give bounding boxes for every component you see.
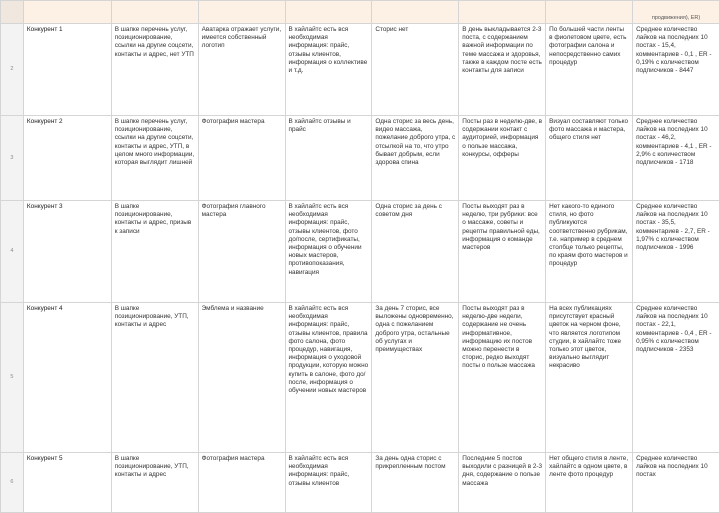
table-row — [1, 201, 720, 303]
competitor-name-cell[interactable]: Конкурент 2 — [23, 116, 111, 201]
engagement-cell[interactable]: Среднее количество лайков на последних 10 постах - 22,1, комментариев - 0,4 , ER - 0,95% с количеством подписчиков - 2353 — [633, 303, 720, 453]
row-number[interactable] — [1, 1, 24, 24]
avatar-cell[interactable]: Эмблема и название — [198, 303, 285, 453]
highlights-cell[interactable]: В хайлайтс есть вся необходимая информация: прайс, отзывы клиентов — [285, 453, 372, 513]
table-row — [1, 24, 720, 116]
stories-cell[interactable]: За день одна сторис с прикрепленным постом — [372, 453, 459, 513]
row-number[interactable]: 4 — [1, 201, 24, 303]
avatar-cell[interactable]: Фотография главного мастера — [198, 201, 285, 303]
visual-cell[interactable]: Нет какого-то единого стиля, но фото публикуются соответственно рубрикам, т.е. например в среднем столбце только рецепты, по краям фото мастеров и процедур — [546, 201, 633, 303]
posts-cell[interactable]: Посты раз в неделю-две, в содержании контакт с аудиторией, информация о пользе массажа, конкурсы, офферы — [459, 116, 546, 201]
row-number[interactable]: 5 — [1, 303, 24, 453]
header-cell[interactable] — [546, 1, 633, 24]
competitor-name-cell[interactable]: Конкурент 4 — [23, 303, 111, 453]
profile-header-cell[interactable]: В шапке позиционирование, УТП, контакты и адрес — [111, 453, 198, 513]
competitor-name-cell[interactable]: Конкурент 3 — [23, 201, 111, 303]
stories-cell[interactable]: Одна сторис за день с советом дня — [372, 201, 459, 303]
header-cell[interactable] — [111, 1, 198, 24]
header-cell-last[interactable] — [633, 1, 720, 24]
highlights-cell[interactable]: В хайлайтс отзывы и прайс — [285, 116, 372, 201]
header-partial-text: продвижения), ER) — [651, 15, 701, 21]
posts-cell[interactable]: В день выкладывается 2-3 поста, с содержанием важной информации по теме массажа и здоровья, также в каждом посте есть контакты для записи — [459, 24, 546, 116]
profile-header-cell[interactable]: В шапке перечень услуг, позиционирование, ссылки на другие соцсети, контакты и адрес, нет УТП — [111, 24, 198, 116]
posts-cell[interactable]: Последние 5 постов выходили с разницей в 2-3 дня, содержание о пользе массажа — [459, 453, 546, 513]
engagement-cell[interactable]: Среднее количество лайков на последних 10 постах - 15,4, комментариев - 0,1 , ER - 0,19% с количеством подписчиков - 8447 — [633, 24, 720, 116]
visual-cell[interactable]: Нет общего стиля в ленте, хайлайтс в одном цвете, в ленте фото процедур — [546, 453, 633, 513]
visual-cell[interactable]: На всех публикациях присутствует красный цветок на черном фоне, что является логотипом студии, в хайлайтс тоже только этот цветок, визуально выглядит некрасиво — [546, 303, 633, 453]
table-row — [1, 116, 720, 201]
competitor-name-cell[interactable]: Конкурент 1 — [23, 24, 111, 116]
row-number[interactable]: 6 — [1, 453, 24, 513]
header-cell[interactable] — [459, 1, 546, 24]
profile-header-cell[interactable]: В шапке перечень услуг, позиционирование, ссылки на другие соцсети, контакты и адрес, УТП, в целом много информации, которая выглядит лишней — [111, 116, 198, 201]
posts-cell[interactable]: Посты выходят раз в неделю-две недели, содержание не очень информативное, информацию их постов можно перенести в сторис, редко выходят посты о пользе массажа — [459, 303, 546, 453]
header-cell[interactable] — [198, 1, 285, 24]
posts-cell[interactable]: Посты выходят раз в неделю, три рубрики: все о массаже, советы и рецепты правильной еды, информация о команде мастеров — [459, 201, 546, 303]
header-row — [1, 1, 720, 24]
stories-cell[interactable]: Одна сторис за весь день, видео массажа, пожелание доброго утра, с отсылкой на то, что утро бывает добрым, если здорова спина — [372, 116, 459, 201]
profile-header-cell[interactable]: В шапке позиционирование, УТП, контакты и адрес — [111, 303, 198, 453]
visual-cell[interactable]: Визуал составляют только фото массажа и мастера, общего стиля нет — [546, 116, 633, 201]
highlights-cell[interactable]: В хайлайтс есть вся необходимая информация: прайс, отзывы клиентов, правила фото салона, фото процедур, навигация, информация о уходовой продукции, которую можно купить в салоне, фото до/после, информация о обучении новых мастеров — [285, 303, 372, 453]
table-row — [1, 303, 720, 453]
stories-cell[interactable]: За день 7 сторис, все выложены одновременно, одна с пожеланием доброго утра, остальные об услугах и преимуществах — [372, 303, 459, 453]
row-number[interactable]: 3 — [1, 116, 24, 201]
table-row — [1, 453, 720, 513]
profile-header-cell[interactable]: В шапке позиционирование, контакты и адрес, призыв к записи — [111, 201, 198, 303]
engagement-cell[interactable]: Среднее количество лайков на последних 10 постах — [633, 453, 720, 513]
header-cell[interactable] — [23, 1, 111, 24]
row-number[interactable]: 2 — [1, 24, 24, 116]
engagement-cell[interactable]: Среднее количество лайков на последних 10 постах - 35,5, комментариев - 2,7, ER - 1,97% с количеством подписчиков - 1996 — [633, 201, 720, 303]
competitor-name-cell[interactable]: Конкурент 5 — [23, 453, 111, 513]
stories-cell[interactable]: Сторис нет — [372, 24, 459, 116]
visual-cell[interactable]: По большей части ленты в фиолетовом цвете, есть фотографии салона и непосредственно самих процедур — [546, 24, 633, 116]
highlights-cell[interactable]: В хайлайтс есть вся необходимая информация: прайс, отзывы клиентов, фото до/после, сертификаты, информация о обучении новых мастеров, противопоказания, навигация — [285, 201, 372, 303]
avatar-cell[interactable]: Фотография мастера — [198, 453, 285, 513]
header-cell[interactable] — [285, 1, 372, 24]
header-cell[interactable] — [372, 1, 459, 24]
avatar-cell[interactable]: Фотография мастера — [198, 116, 285, 201]
avatar-cell[interactable]: Аватарка отражает услуги, имеется собственный логотип — [198, 24, 285, 116]
highlights-cell[interactable]: В хайлайтс есть вся необходимая информация: прайс, отзывы клиентов, информация о коллективе и т.д. — [285, 24, 372, 116]
engagement-cell[interactable]: Среднее количество лайков на последних 10 постах - 46,2, комментариев - 4,1 , ER - 2,9% с количеством подписчиков - 1718 — [633, 116, 720, 201]
